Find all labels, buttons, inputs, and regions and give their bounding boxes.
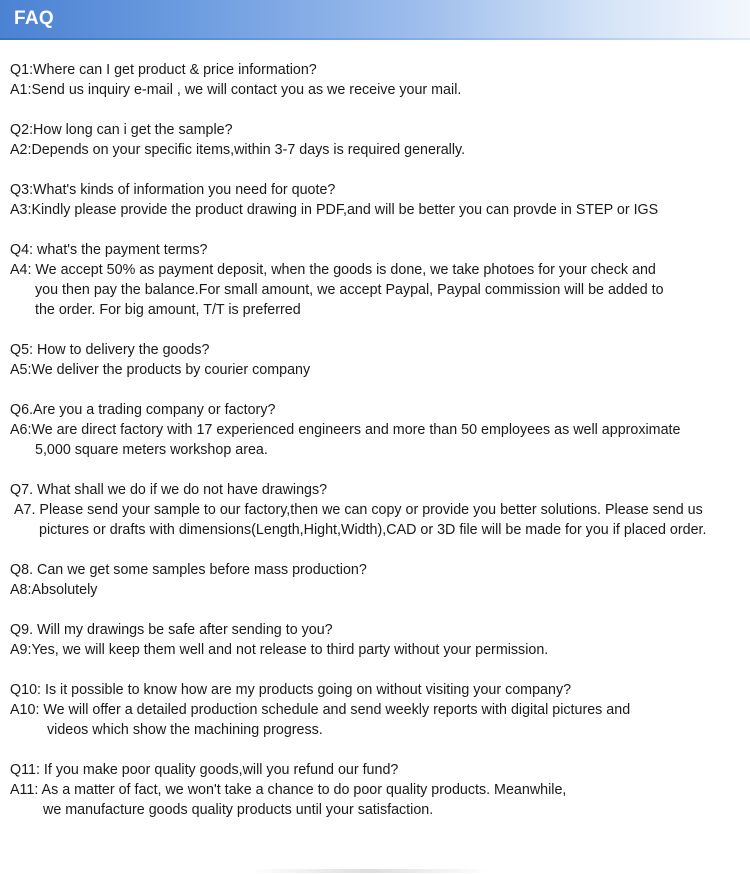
faq-item-10 — [0, 680, 750, 740]
faq-item-5 — [0, 340, 750, 380]
faq-question-2: Q2:How long can i get the sample? — [10, 122, 233, 138]
faq-item-1 — [0, 60, 750, 100]
footer-divider — [250, 869, 490, 873]
faq-item-3 — [0, 180, 750, 220]
faq-question-9: Q9. Will my drawings be safe after sending to you? — [10, 622, 333, 638]
faq-question-4: Q4: what's the payment terms? — [10, 242, 208, 258]
faq-question-10: Q10: Is it possible to know how are my products going on without visiting your company? — [10, 682, 572, 698]
faq-answer-7: A7. Please send your sample to our factory,then we can copy or provide you better solutions. Please send us — [14, 502, 703, 518]
faq-item-7 — [0, 480, 750, 540]
faq-question-6: Q6.Are you a trading company or factory? — [10, 402, 276, 418]
faq-answer-8: A8:Absolutely — [10, 582, 98, 598]
faq-question-11: Q11: If you make poor quality goods,will you refund our fund? — [10, 762, 399, 778]
faq-answer-11-cont-1: we manufacture goods quality products until your satisfaction. — [43, 802, 434, 818]
faq-item-8 — [0, 560, 750, 600]
faq-answer-6-cont-1: 5,000 square meters workshop area. — [35, 442, 268, 458]
faq-item-2 — [0, 120, 750, 160]
faq-answer-11: A11: As a matter of fact, we won't take a chance to do poor quality products. Meanwhile, — [10, 782, 567, 798]
faq-answer-3: A3:Kindly please provide the product drawing in PDF,and will be better you can provde in STEP or IGS — [10, 202, 659, 218]
faq-question-1: Q1:Where can I get product & price information? — [10, 62, 317, 78]
faq-item-11 — [0, 760, 750, 820]
faq-answer-6: A6:We are direct factory with 17 experienced engineers and more than 50 employees as well approximate — [10, 422, 681, 438]
faq-question-5: Q5: How to delivery the goods? — [10, 342, 210, 358]
faq-answer-9: A9:Yes, we will keep them well and not release to third party without your permission. — [10, 642, 549, 658]
faq-answer-1: A1:Send us inquiry e-mail , we will contact you as we receive your mail. — [10, 82, 462, 98]
faq-question-3: Q3:What's kinds of information you need for quote? — [10, 182, 336, 198]
faq-answer-4-cont-2: the order. For big amount, T/T is preferred — [35, 302, 301, 318]
faq-item-4 — [0, 240, 750, 320]
faq-answer-5: A5:We deliver the products by courier company — [10, 362, 311, 378]
faq-answer-7-cont-1: pictures or drafts with dimensions(Length,Hight,Width),CAD or 3D file will be made for you if placed order. — [39, 522, 707, 538]
faq-answer-4-cont-1: you then pay the balance.For small amount, we accept Paypal, Paypal commission will be added to — [35, 282, 664, 298]
faq-answer-10: A10: We will offer a detailed production schedule and send weekly reports with digital pictures and — [10, 702, 631, 718]
faq-question-7: Q7. What shall we do if we do not have drawings? — [10, 482, 328, 498]
faq-question-8: Q8. Can we get some samples before mass production? — [10, 562, 367, 578]
faq-item-9 — [0, 620, 750, 660]
faq-answer-2: A2:Depends on your specific items,within 3-7 days is required generally. — [10, 142, 466, 158]
faq-answer-4: A4: We accept 50% as payment deposit, when the goods is done, we take photoes for your check and — [10, 262, 656, 278]
faq-item-6 — [0, 400, 750, 460]
faq-answer-10-cont-1: videos which show the machining progress. — [47, 722, 323, 738]
faq-list — [0, 60, 750, 840]
faq-title: FAQ — [14, 8, 54, 29]
faq-header-bar — [0, 0, 750, 40]
